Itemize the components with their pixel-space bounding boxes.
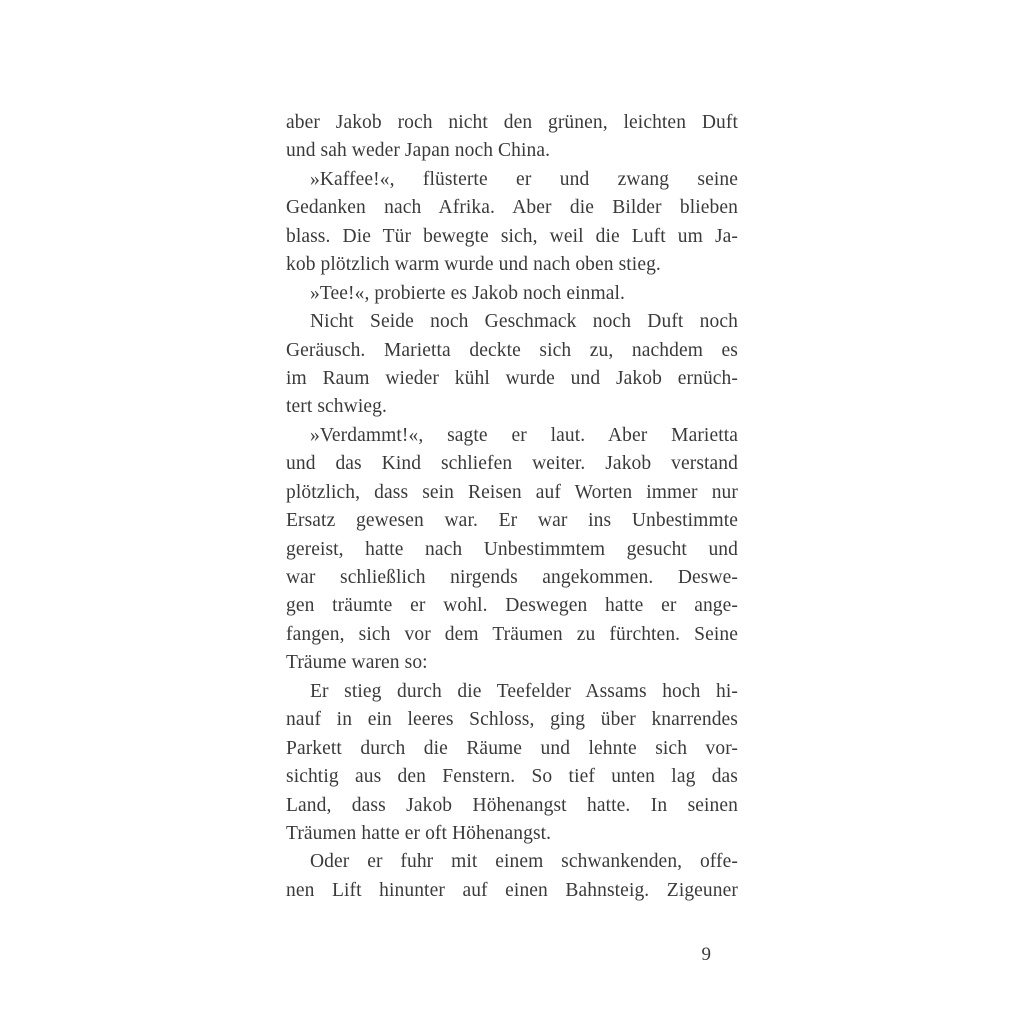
text-line: sichtig aus den Fenstern. So tief unten lag das (286, 766, 738, 788)
text-line: Parkett durch die Räume und lehnte sich vor- (286, 737, 738, 759)
text-line: Träume waren so: (286, 652, 428, 674)
text-line: plötzlich, dass sein Reisen auf Worten immer nur (286, 481, 738, 503)
text-line: war schließlich nirgends angekommen. Deswe- (286, 567, 738, 588)
text-line: Er stieg durch die Teefelder Assams hoch hi- (310, 680, 738, 702)
text-line: »Kaffee!«, flüsterte er und zwang seine (310, 168, 738, 190)
text-line: und sah weder Japan noch China. (286, 140, 551, 162)
text-line: fangen, sich vor dem Träumen zu fürchten. Seine (286, 623, 738, 645)
text-line: »Tee!«, probierte es Jakob noch einmal. (310, 282, 625, 304)
text-line: nen Lift hinunter auf einen Bahnsteig. Zigeuner (286, 879, 738, 901)
text-line: und das Kind schliefen weiter. Jakob verstand (286, 453, 738, 475)
text-line: »Verdammt!«, sagte er laut. Aber Marietta (310, 424, 738, 446)
text-line: aber Jakob roch nicht den grünen, leichten Duft (286, 112, 738, 133)
text-line: Träumen hatte er oft Höhenangst. (286, 822, 552, 844)
text-line: nauf in ein leeres Schloss, ging über knarrendes (286, 709, 738, 731)
text-line: Gedanken nach Afrika. Aber die Bilder blieben (286, 197, 738, 219)
text-line: kob plötzlich warm wurde und nach oben stieg. (286, 254, 661, 276)
text-line: blass. Die Tür bewegte sich, weil die Luft um Ja- (286, 225, 738, 247)
text-line: gereist, hatte nach Unbestimmtem gesucht und (286, 538, 738, 560)
text-line: im Raum wieder kühl wurde und Jakob ernüch- (286, 367, 738, 389)
body-text (286, 109, 738, 905)
page-number: 9 (701, 944, 711, 965)
text-line: Land, dass Jakob Höhenangst hatte. In seinen (286, 794, 738, 816)
text-line: gen träumte er wohl. Deswegen hatte er ange- (286, 595, 738, 617)
text-line: Geräusch. Marietta deckte sich zu, nachdem es (286, 339, 738, 361)
text-line: Ersatz gewesen war. Er war ins Unbestimmte (286, 510, 738, 532)
text-line: tert schwieg. (286, 396, 387, 418)
text-line: Nicht Seide noch Geschmack noch Duft noch (310, 311, 738, 333)
text-line: Oder er fuhr mit einem schwankenden, offe- (310, 851, 738, 873)
